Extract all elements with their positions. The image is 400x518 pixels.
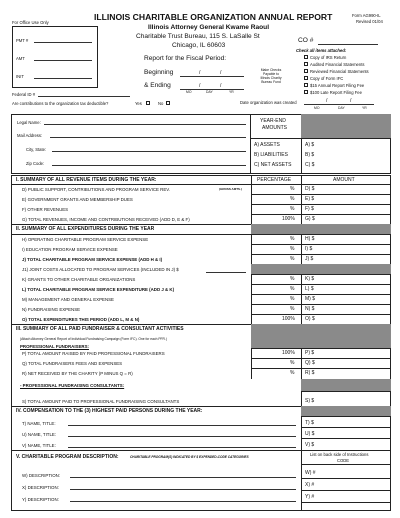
row-g-label: G) TOTAL REVENUES, INCOME AND CONTRIBUTIONS RECEIVED (ADD D, E & F) bbox=[22, 217, 190, 222]
section-iii-note: (Attach Attorney General Report of Individual Fundraising Campaign (Form IFC). One for each PFR.) bbox=[20, 337, 167, 341]
row-e-pct[interactable]: % bbox=[290, 196, 295, 202]
row-y-description-field[interactable] bbox=[70, 501, 296, 502]
row-v-amt[interactable]: V) $ bbox=[305, 442, 315, 448]
percentage-heading: PERCENTAGE bbox=[257, 177, 292, 183]
row-t-label: T) NAME, TITLE: bbox=[22, 421, 56, 426]
row-f-pct[interactable]: % bbox=[290, 206, 295, 212]
row-w-label: W) DESCRIPTION: bbox=[22, 473, 61, 478]
row-j-pct[interactable]: % bbox=[290, 256, 295, 262]
row-k-amt[interactable]: K) $ bbox=[305, 276, 315, 282]
amounts-heading: AMOUNTS bbox=[262, 125, 287, 131]
row-t-amt[interactable]: T) $ bbox=[305, 420, 314, 426]
row-q-amt[interactable]: Q) $ bbox=[305, 360, 315, 366]
amt-label: AMT bbox=[16, 56, 25, 61]
form-number: Form AG990-IL bbox=[352, 13, 381, 18]
section-v-title: V. CHARITABLE PROGRAM DESCRIPTION: bbox=[16, 454, 119, 460]
section-iv-title: IV. COMPENSATION TO THE (3) HIGHEST PAID PERSONS DURING THE YEAR: bbox=[16, 408, 203, 414]
row-h-amt[interactable]: H) $ bbox=[305, 236, 315, 242]
row-w-description-field[interactable] bbox=[70, 477, 296, 478]
check-item-label: $15 Annual Report Filing Fee bbox=[310, 83, 365, 88]
row-u-label: U) NAME, TITLE: bbox=[22, 432, 57, 437]
check-form-ifc[interactable] bbox=[304, 76, 308, 80]
row-u-name-field[interactable] bbox=[68, 436, 296, 437]
check-item-label: Audited Financial Statements bbox=[310, 62, 365, 67]
list-note: List on back side of Instructions bbox=[310, 452, 369, 457]
row-t-name-field[interactable] bbox=[68, 425, 296, 426]
city-state-label: City, State: bbox=[26, 147, 47, 152]
row-l-amt[interactable]: L) $ bbox=[305, 286, 314, 292]
row-y-code[interactable]: Y) # bbox=[305, 494, 315, 500]
row-o-label: O) TOTAL EXPENDITURES THIS PERIOD (ADD L, M & N) bbox=[22, 317, 140, 322]
consultants-title: - PROFESSIONAL FUNDRAISING CONSULTANTS: bbox=[20, 383, 125, 388]
code-heading: CODE bbox=[337, 458, 350, 463]
row-i-label: I) EDUCATION PROGRAM SERVICE EXPENSE bbox=[22, 247, 118, 252]
row-y-label: Y) DESCRIPTION: bbox=[22, 497, 59, 502]
row-m-amt[interactable]: M) $ bbox=[305, 296, 315, 302]
mail-address-field[interactable] bbox=[50, 137, 246, 138]
beginning-date-field[interactable] bbox=[180, 76, 244, 77]
row-k-pct[interactable]: % bbox=[290, 276, 295, 282]
row-j1-label: J1) JOINT COSTS ALLOCATED TO PROGRAM SERVICES (INCLUDED IN J) $ bbox=[22, 267, 179, 272]
row-k-label: K) GRANTS TO OTHER CHARITABLE ORGANIZATIONS bbox=[22, 277, 136, 282]
city-state-field[interactable] bbox=[52, 151, 246, 152]
row-p-amt[interactable]: P) $ bbox=[305, 350, 315, 356]
section-iv-shade bbox=[301, 406, 391, 416]
row-m-pct[interactable]: % bbox=[290, 296, 295, 302]
checks-payable-note: Make Checks Payable to Illinois Charity Bureau Fund bbox=[260, 68, 282, 84]
row-o-pct[interactable]: 100% bbox=[282, 316, 295, 322]
assets-label: A) ASSETS bbox=[254, 142, 280, 148]
section-iii-title: III. SUMMARY OF ALL PAID FUNDRAISER & CONSULTANT ACTIVITIES bbox=[16, 326, 184, 332]
federal-id-label: Federal ID # bbox=[12, 92, 36, 97]
row-r-pct[interactable]: % bbox=[290, 370, 295, 376]
row-r-amt[interactable]: R) $ bbox=[305, 370, 315, 376]
zip-field[interactable] bbox=[52, 165, 246, 166]
form-revised: Revised 01/04 bbox=[356, 19, 383, 24]
date-created-field[interactable] bbox=[304, 104, 374, 105]
date-col-yr: YR bbox=[229, 90, 234, 94]
row-q-label: Q) TOTAL FUNDRAISERS FEES AND EXPENSES bbox=[22, 361, 123, 366]
row-v-name-field[interactable] bbox=[68, 447, 296, 448]
row-e-label: E) GOVERNMENT GRANTS AND MEMBERSHIP DUES bbox=[22, 197, 133, 202]
row-f-label: F) OTHER REVENUES bbox=[22, 207, 69, 212]
check-item-label: Copy of IRS Return bbox=[310, 55, 347, 60]
consultants-shade bbox=[301, 379, 391, 391]
row-g-amt[interactable]: G) $ bbox=[305, 216, 315, 222]
section-ii-shade bbox=[251, 224, 391, 234]
net-assets-label: C) NET ASSETS bbox=[254, 162, 292, 168]
ending-label: & Ending bbox=[144, 82, 171, 89]
row-d-amt[interactable]: D) $ bbox=[305, 186, 315, 192]
co-number-field[interactable] bbox=[318, 44, 378, 45]
date-col-day: DAY bbox=[338, 106, 345, 110]
row-x-description-field[interactable] bbox=[70, 489, 296, 490]
check-irs-return[interactable] bbox=[304, 55, 308, 59]
row-s-amt[interactable]: S) $ bbox=[305, 398, 315, 404]
row-l-pct[interactable]: % bbox=[290, 286, 295, 292]
agency-address-2: Chicago, IL 60603 bbox=[172, 42, 226, 49]
amount-heading: AMOUNT bbox=[333, 177, 355, 183]
co-label: CO # bbox=[298, 37, 314, 44]
liabilities-label: B) LIABILITIES bbox=[254, 152, 288, 158]
init-line[interactable] bbox=[34, 78, 92, 79]
row-p-pct[interactable]: 100% bbox=[282, 350, 295, 356]
row-f-amt[interactable]: F) $ bbox=[305, 206, 314, 212]
row-d-pct[interactable]: % bbox=[290, 186, 295, 192]
row-r-label: R) NET RECEIVED BY THE CHARITY (P MINUS Q = R) bbox=[22, 371, 133, 376]
row-e-amt[interactable]: E) $ bbox=[305, 196, 315, 202]
legal-name-field[interactable] bbox=[44, 124, 246, 125]
section-ii-title: II. SUMMARY OF ALL EXPENDITURES DURING THE YEAR bbox=[16, 226, 155, 232]
section-iii-shade bbox=[251, 324, 391, 348]
row-n-pct[interactable]: % bbox=[290, 306, 295, 312]
row-v-label: V) NAME, TITLE: bbox=[22, 443, 56, 448]
date-col-mo: MO bbox=[314, 106, 320, 110]
row-h-label: H) OPERATING CHARITABLE PROGRAM SERVICE EXPENSE bbox=[22, 237, 149, 242]
pmt-line[interactable] bbox=[34, 42, 92, 43]
beginning-label: Beginning bbox=[144, 69, 174, 76]
row-n-label: N) FUNDRAISING EXPENSE bbox=[22, 307, 81, 312]
date-col-yr: YR bbox=[362, 106, 367, 110]
no-label: No bbox=[158, 101, 164, 106]
liabilities-amount[interactable]: B) $ bbox=[305, 152, 315, 158]
row-u-amt[interactable]: U) $ bbox=[305, 431, 315, 437]
form-title: ILLINOIS CHARITABLE ORGANIZATION ANNUAL REPORT bbox=[94, 12, 333, 22]
zip-label: Zip Code: bbox=[26, 161, 45, 166]
row-p-label: P) TOTAL AMOUNT RAISED BY PAID PROFESSIONAL FUNDRAISERS bbox=[22, 351, 165, 356]
date-col-mo: MO bbox=[186, 90, 192, 94]
office-use-label: For Office Use Only bbox=[12, 20, 49, 25]
row-j-amt[interactable]: J) $ bbox=[305, 256, 314, 262]
date-created-label: Date organization was created bbox=[240, 100, 297, 105]
check-reviewed[interactable] bbox=[304, 69, 308, 73]
row-i-pct[interactable]: % bbox=[290, 246, 295, 252]
tax-deductible-question: Are contributions to the organization tax deductible? bbox=[12, 101, 109, 106]
section-v-title-note: CHARITABLE PROGRAM(S) INDICATED BY $ EXPENDED-CODE CATEGORIES bbox=[130, 455, 249, 459]
row-x-label: X) DESCRIPTION: bbox=[22, 485, 59, 490]
row-d-label: D) PUBLIC SUPPORT, CONTRIBUTIONS AND PROGRAM SERVICE REV. bbox=[22, 187, 171, 192]
row-n-amt[interactable]: N) $ bbox=[305, 306, 315, 312]
amt-line[interactable] bbox=[34, 60, 92, 61]
check-item-label: $100 Late Report Filing Fee bbox=[310, 90, 362, 95]
row-q-pct[interactable]: % bbox=[290, 360, 295, 366]
fiscal-period-label: Report for the Fiscal Period: bbox=[144, 55, 227, 62]
legal-name-label: Legal Name: bbox=[17, 120, 41, 125]
pmt-label: PMT # bbox=[16, 38, 29, 43]
agency-name: Illinois Attorney General Kwame Raoul bbox=[148, 24, 270, 31]
professional-fundraisers-title: PROFESSIONAL FUNDRAISERS: bbox=[20, 344, 89, 349]
init-label: INIT bbox=[16, 74, 24, 79]
row-j-label: J) TOTAL CHARITABLE PROGRAM SERVICE EXPENSE (ADD H & I) bbox=[22, 257, 163, 262]
check-item-label: Reviewed Financial Statements bbox=[310, 69, 369, 74]
section-i-title: I. SUMMARY OF ALL REVENUE ITEMS DURING THE YEAR: bbox=[16, 177, 157, 183]
row-x-code[interactable]: X) # bbox=[305, 482, 315, 488]
row-j1-field[interactable] bbox=[206, 272, 246, 273]
assets-amount[interactable]: A) $ bbox=[305, 142, 315, 148]
row-j1-shade bbox=[251, 264, 391, 274]
row-g-pct[interactable]: 100% bbox=[282, 216, 295, 222]
tax-deductible-yes-checkbox[interactable] bbox=[146, 101, 150, 105]
mail-address-label: Mail Address: bbox=[17, 133, 43, 138]
date-col-day: DAY bbox=[206, 90, 213, 94]
row-d-note: (GROSS AMTS.) bbox=[219, 187, 242, 191]
row-i-amt[interactable]: I) $ bbox=[305, 246, 313, 252]
net-assets-amount[interactable]: C) $ bbox=[305, 162, 315, 168]
check-audited[interactable] bbox=[304, 62, 308, 66]
row-m-label: M) MANAGEMENT AND GENERAL EXPENSE bbox=[22, 297, 114, 302]
check-items-title: Check all items attached: bbox=[296, 48, 347, 53]
yes-label: Yes bbox=[135, 101, 142, 106]
check-annual-fee[interactable] bbox=[304, 83, 308, 87]
row-w-code[interactable]: W) # bbox=[305, 470, 316, 476]
tax-deductible-no-checkbox[interactable] bbox=[166, 101, 170, 105]
federal-id-field[interactable] bbox=[38, 96, 130, 97]
check-late-fee[interactable] bbox=[304, 90, 308, 94]
row-h-pct[interactable]: % bbox=[290, 236, 295, 242]
shaded-header-cell bbox=[301, 114, 391, 138]
row-l-label: L) TOTAL CHARITABLE PROGRAM SERVICE EXPENDITURE (ADD J & K) bbox=[22, 287, 175, 292]
check-item-label: Copy of Form IFC bbox=[310, 76, 344, 81]
row-o-amt[interactable]: O) $ bbox=[305, 316, 315, 322]
row-s-label: S) TOTAL AMOUNT PAID TO PROFESSIONAL FUNDRAISING CONSULTANTS bbox=[22, 399, 180, 404]
agency-address-1: Charitable Trust Bureau, 115 S. LaSalle St bbox=[136, 33, 260, 40]
year-end-heading: YEAR-END bbox=[260, 118, 286, 124]
